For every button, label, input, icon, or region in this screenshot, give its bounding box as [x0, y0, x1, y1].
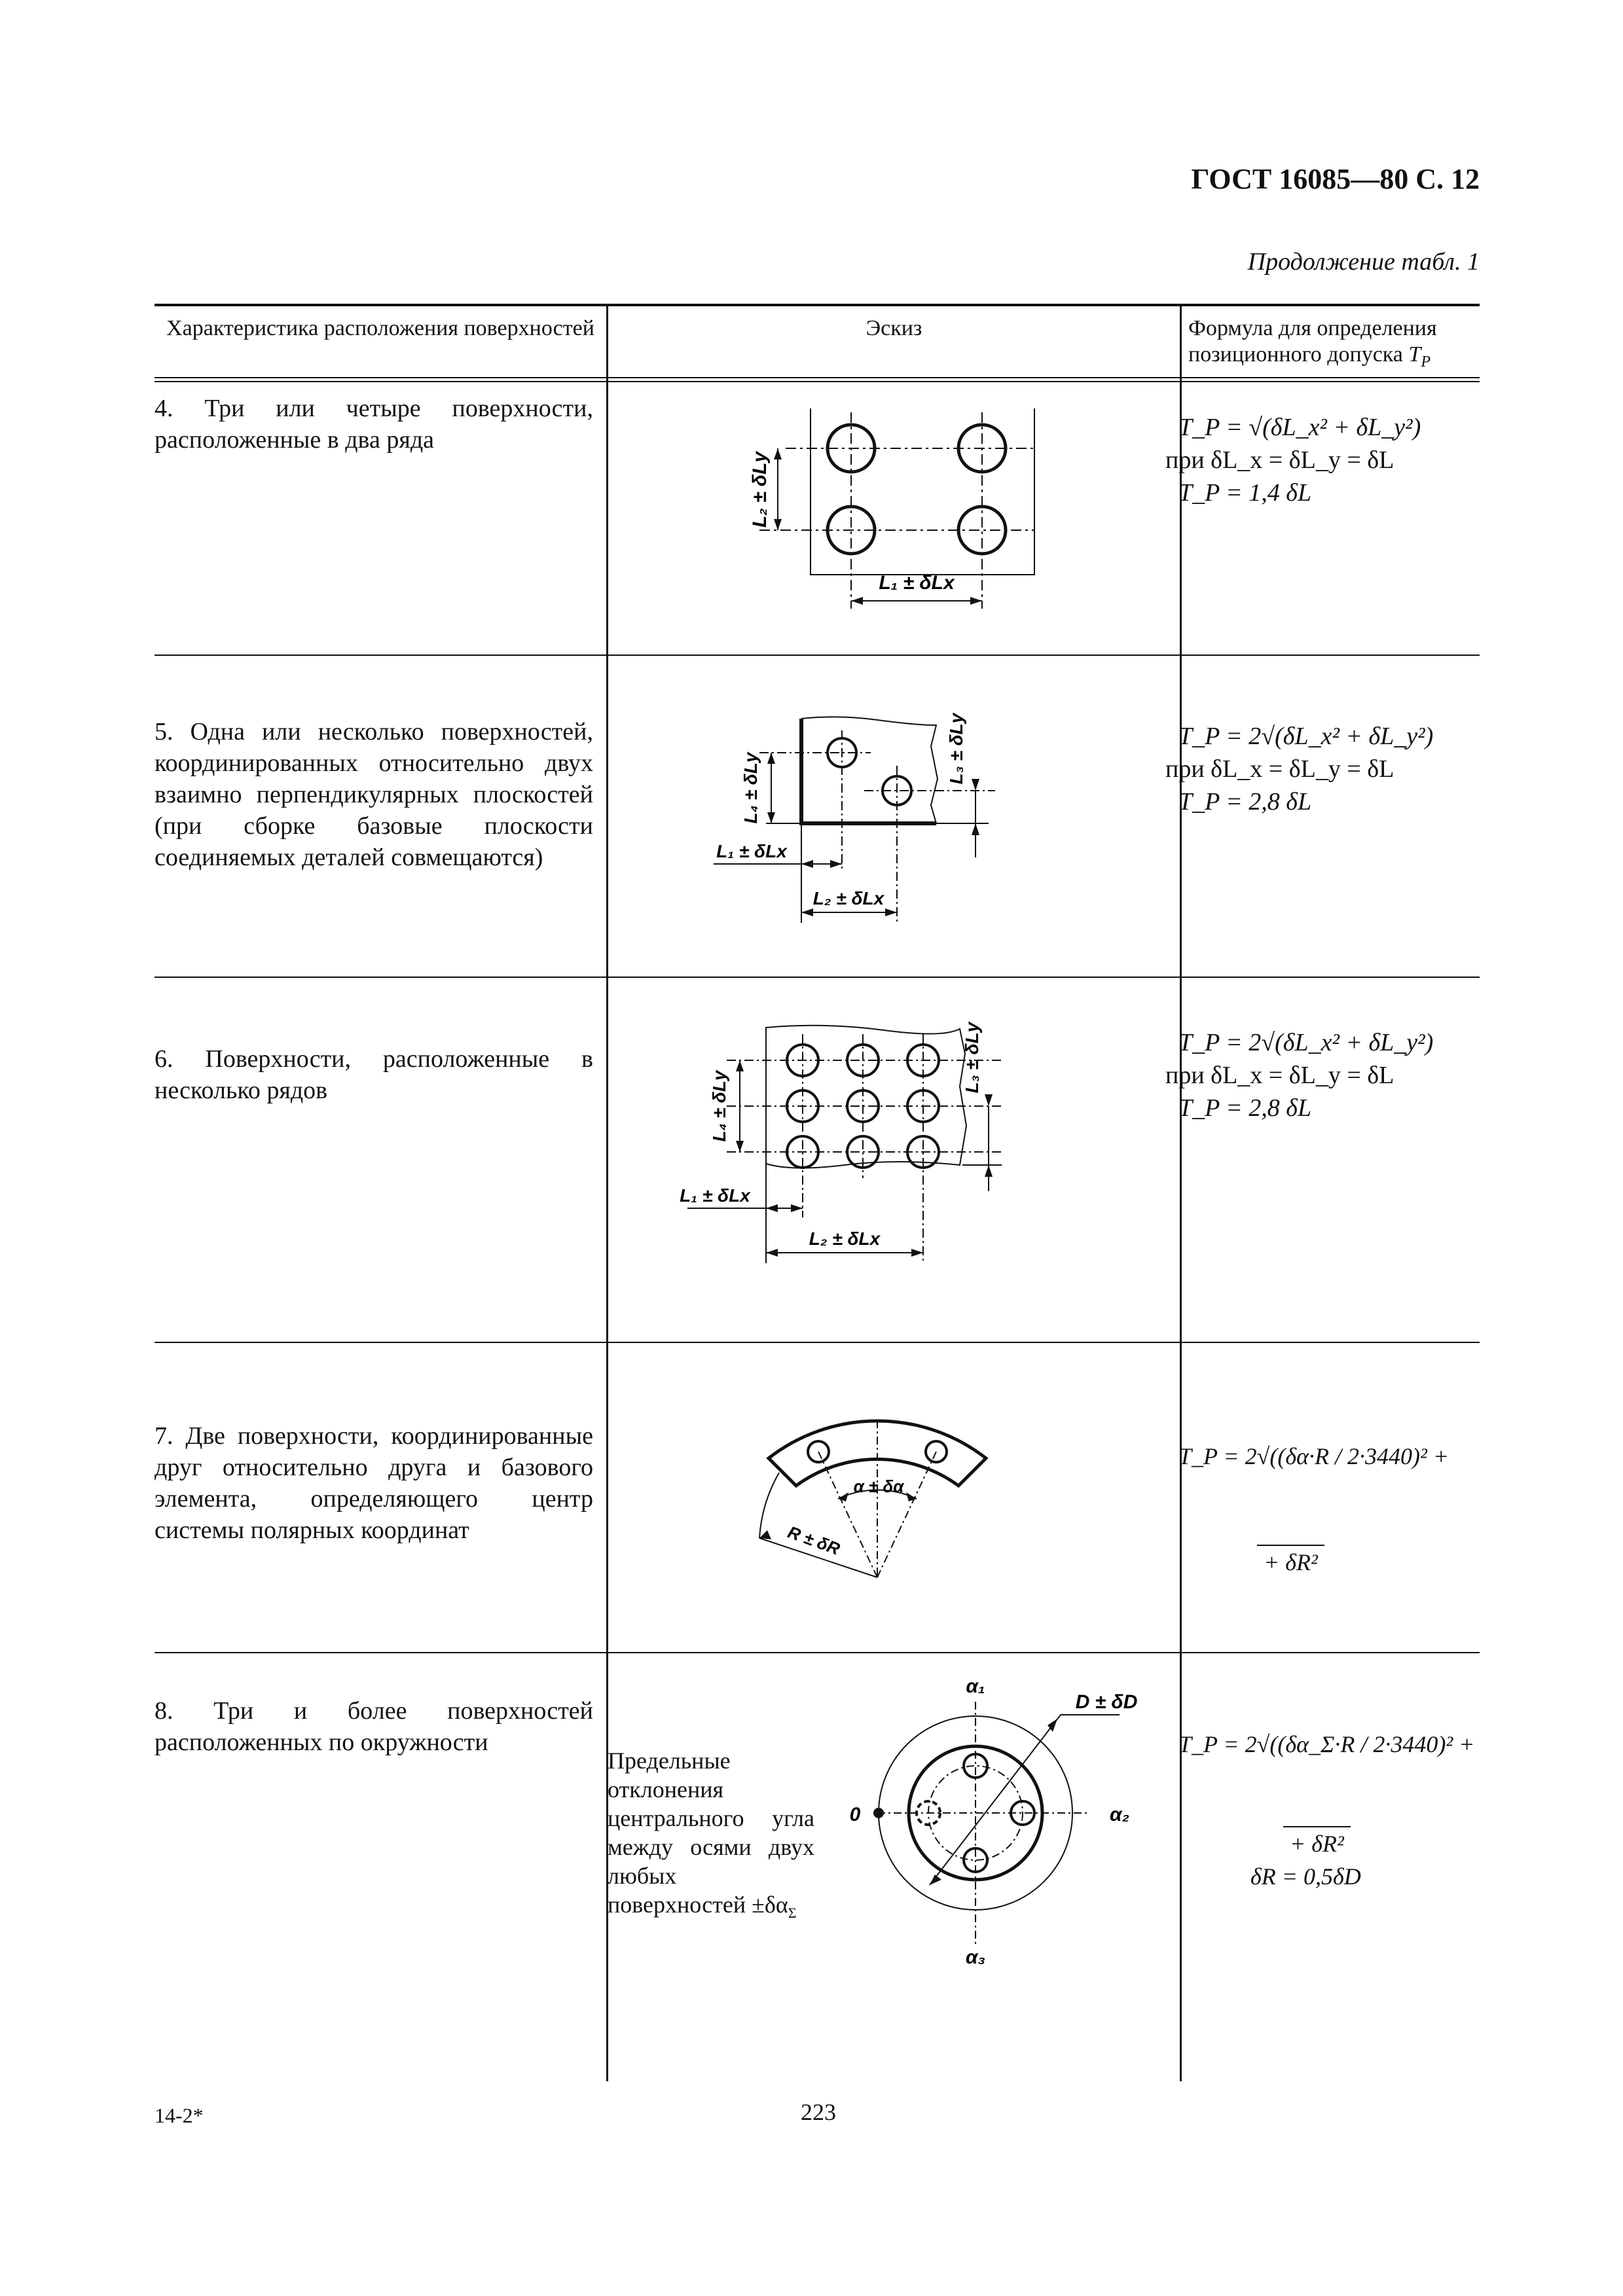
sketch-6-label-l1: L₁ ± δLx: [680, 1185, 750, 1206]
sketch-row-8: [825, 1669, 1152, 1970]
sketch-row-7: [740, 1401, 1015, 1590]
col-header-symbol: T: [1408, 342, 1421, 367]
sketch-8-label-a2: α₂: [1109, 1804, 1130, 1825]
table-top-rule: [155, 304, 1480, 306]
sketch-8-label-d: D ± δD: [1075, 1691, 1138, 1713]
header-rule: [155, 377, 1480, 378]
col-header-symbol-sub: P: [1421, 353, 1431, 370]
sketch-5-label-l1: L₁ ± δLx: [716, 841, 787, 861]
sketch-8-note-text: Предельные отклонения центрального угла между осями двух любых поверхностей ±δα: [608, 1748, 814, 1918]
sketch-row-5: [694, 707, 1008, 942]
formula-4-result: T_P = 1,4 δL: [1178, 479, 1312, 507]
sketch-row-6: [674, 1014, 1028, 1289]
formula-4-cond: при δL_x = δL_y = δL: [1165, 446, 1395, 474]
row-rule: [155, 977, 1480, 978]
sketch-row-4: [720, 393, 1087, 641]
formula-4-main: T_P = √(δL_x² + δL_y²): [1178, 414, 1421, 441]
col-header-formula: [1182, 315, 1486, 375]
page-number: 223: [801, 2099, 836, 2125]
formula-6-result: T_P = 2,8 δL: [1178, 1094, 1312, 1122]
formula-5-result: T_P = 2,8 δL: [1178, 788, 1312, 816]
row-rule: [155, 655, 1480, 656]
formula-row-7: [1178, 1440, 1449, 1579]
col-header-sketch: Эскиз: [866, 316, 922, 340]
document-title: ГОСТ 16085—80 С. 12: [1191, 163, 1480, 195]
formula-6-main: T_P = 2√(δL_x² + δL_y²): [1178, 1029, 1434, 1056]
sketch-8-note: [608, 1746, 814, 1928]
sketch-7-label-alpha: α ± δα: [853, 1477, 904, 1496]
sketch-8-note-sub: Σ: [788, 1905, 797, 1922]
table-continuation: Продолжение табл. 1: [1247, 248, 1480, 276]
header-rule-2: [155, 381, 1480, 382]
row-5-text: 5. Одна или несколько поверхностей, координированных относительно двух взаимно перпендикулярных плоскостей (при сборке базовые плоскости соединяемых деталей совмещаются): [155, 718, 593, 871]
row-rule: [155, 1652, 1480, 1653]
sketch-6-label-l4: L₄ ± δLy: [709, 1070, 729, 1142]
sketch-6-label-l3: L₃ ± δLy: [962, 1022, 982, 1094]
formula-5-main: T_P = 2√(δL_x² + δL_y²): [1178, 723, 1434, 750]
row-rule: [155, 1342, 1480, 1343]
col-header-formula-line2: позиционного допуска: [1188, 342, 1403, 367]
formula-row-6: [1165, 1026, 1434, 1124]
sketch-5-label-l2: L₂ ± δLx: [812, 888, 884, 908]
footer-sheet-mark: 14-2*: [155, 2104, 204, 2127]
formula-6-cond: при δL_x = δL_y = δL: [1165, 1062, 1395, 1089]
sketch-4-label-x: L₁ ± δLx: [879, 572, 955, 594]
formula-8-extra: δR = 0,5δD: [1250, 1863, 1361, 1890]
formula-7-main: T_P = 2√((δα·R / 2·3440)² +: [1178, 1443, 1450, 1469]
sketch-8-label-a3: α₃: [965, 1946, 986, 1968]
row-4-text: 4. Три или четыре поверхности, расположенные в два ряда: [155, 395, 593, 454]
col-header-characteristic: Характеристика расположения поверхностей: [166, 316, 594, 340]
sketch-8-label-a1: α₁: [966, 1676, 985, 1697]
formula-5-cond: при δL_x = δL_y = δL: [1165, 755, 1395, 783]
sketch-8-label-o: 0: [849, 1804, 861, 1825]
row-8-text: 8. Три и более поверхностей расположенных по окружности: [155, 1697, 593, 1756]
sketch-5-label-l3: L₃ ± δLy: [946, 713, 966, 785]
sketch-6-label-l2: L₂ ± δLx: [809, 1229, 881, 1249]
formula-row-4: [1165, 411, 1421, 509]
sketch-7-label-r: R ± δR: [785, 1522, 843, 1559]
formula-8-tail: + δR²: [1283, 1826, 1351, 1860]
formula-row-8: [1178, 1728, 1474, 1893]
sketch-5-label-l4: L₄ ± δLy: [740, 752, 761, 824]
formula-row-5: [1165, 720, 1434, 818]
sketch-4-label-y: L₂ ± δLy: [749, 451, 771, 528]
formula-8-main: T_P = 2√((δα_Σ·R / 2·3440)² +: [1178, 1731, 1475, 1757]
row-6-text: 6. Поверхности, расположенные в несколько рядов: [155, 1045, 593, 1104]
formula-7-tail: + δR²: [1257, 1545, 1324, 1579]
col-header-formula-line1: Формула для определения: [1188, 316, 1437, 340]
row-7-text: 7. Две поверхности, координированные друг относительно друга и базового элемента, определяющего центр системы полярных координат: [155, 1422, 593, 1544]
